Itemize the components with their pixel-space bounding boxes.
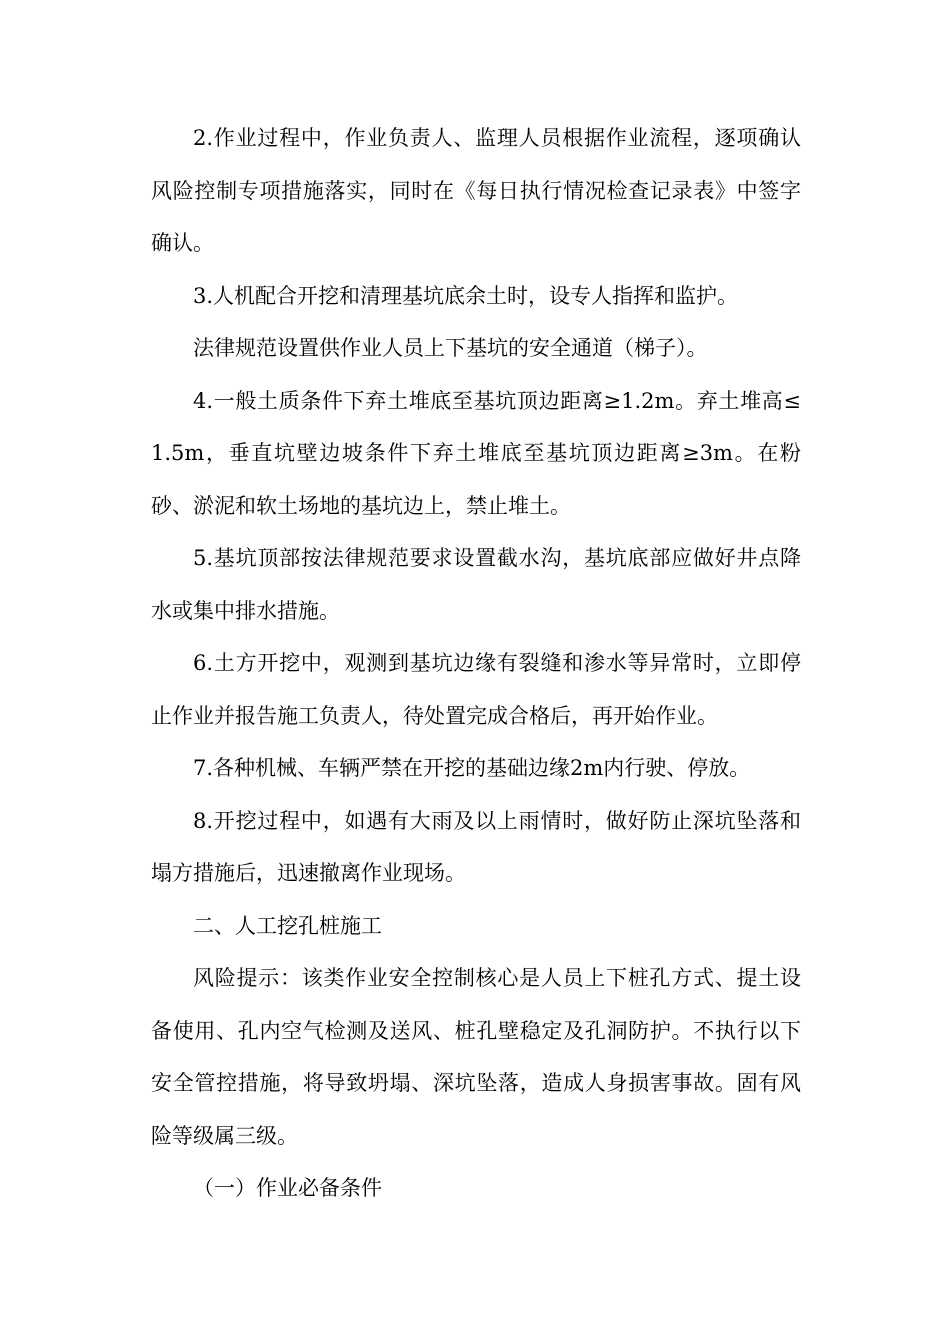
document-body [151, 112, 801, 1215]
section-heading: 二、人工挖孔桩施工 [193, 913, 382, 938]
paragraph-step-8: 8.开挖过程中，如遇有大雨及以上雨情时，做好防止深坑坠落和塌方措施后，迅速撤离作业现场。 [151, 808, 801, 885]
paragraph-step-3: 3.人机配合开挖和清理基坑底余土时，设专人指挥和监护。 [193, 283, 739, 308]
paragraph-step-7: 7.各种机械、车辆严禁在开挖的基础边缘2m内行驶、停放。 [193, 756, 751, 780]
subsection-heading: （一）作业必备条件 [193, 1176, 382, 1200]
paragraph-step-2: 2.作业过程中，作业负责人、监理人员根据作业流程，逐项确认风险控制专项措施落实，同时在《每日执行情况检查记录表》中签字确认。 [151, 126, 801, 255]
paragraph-step-4: 4.一般土质条件下弃土堆底至基坑顶边距离≥1.2m。弃土堆高≤1.5m，垂直坑壁边坡条件下弃土堆底至基坑顶边距离≥3m。在粉砂、淤泥和软土场地的基坑边上，禁止堆土。 [151, 388, 801, 518]
paragraph-safety-passage: 法律规范设置供作业人员上下基坑的安全通道（梯子）。 [193, 336, 708, 360]
paragraph-step-6: 6.土方开挖中，观测到基坑边缘有裂缝和渗水等异常时，立即停止作业并报告施工负责人，待处置完成合格后，再开始作业。 [151, 651, 801, 728]
paragraph-step-5: 5.基坑顶部按法律规范要求设置截水沟，基坑底部应做好井点降水或集中排水措施。 [151, 546, 801, 623]
risk-notice-paragraph: 风险提示：该类作业安全控制核心是人员上下桩孔方式、提土设备使用、孔内空气检测及送风、桩孔壁稳定及孔洞防护。不执行以下安全管控措施，将导致坍塌、深坑坠落，造成人身损害事故。固有风险等级属三级。 [151, 966, 801, 1148]
